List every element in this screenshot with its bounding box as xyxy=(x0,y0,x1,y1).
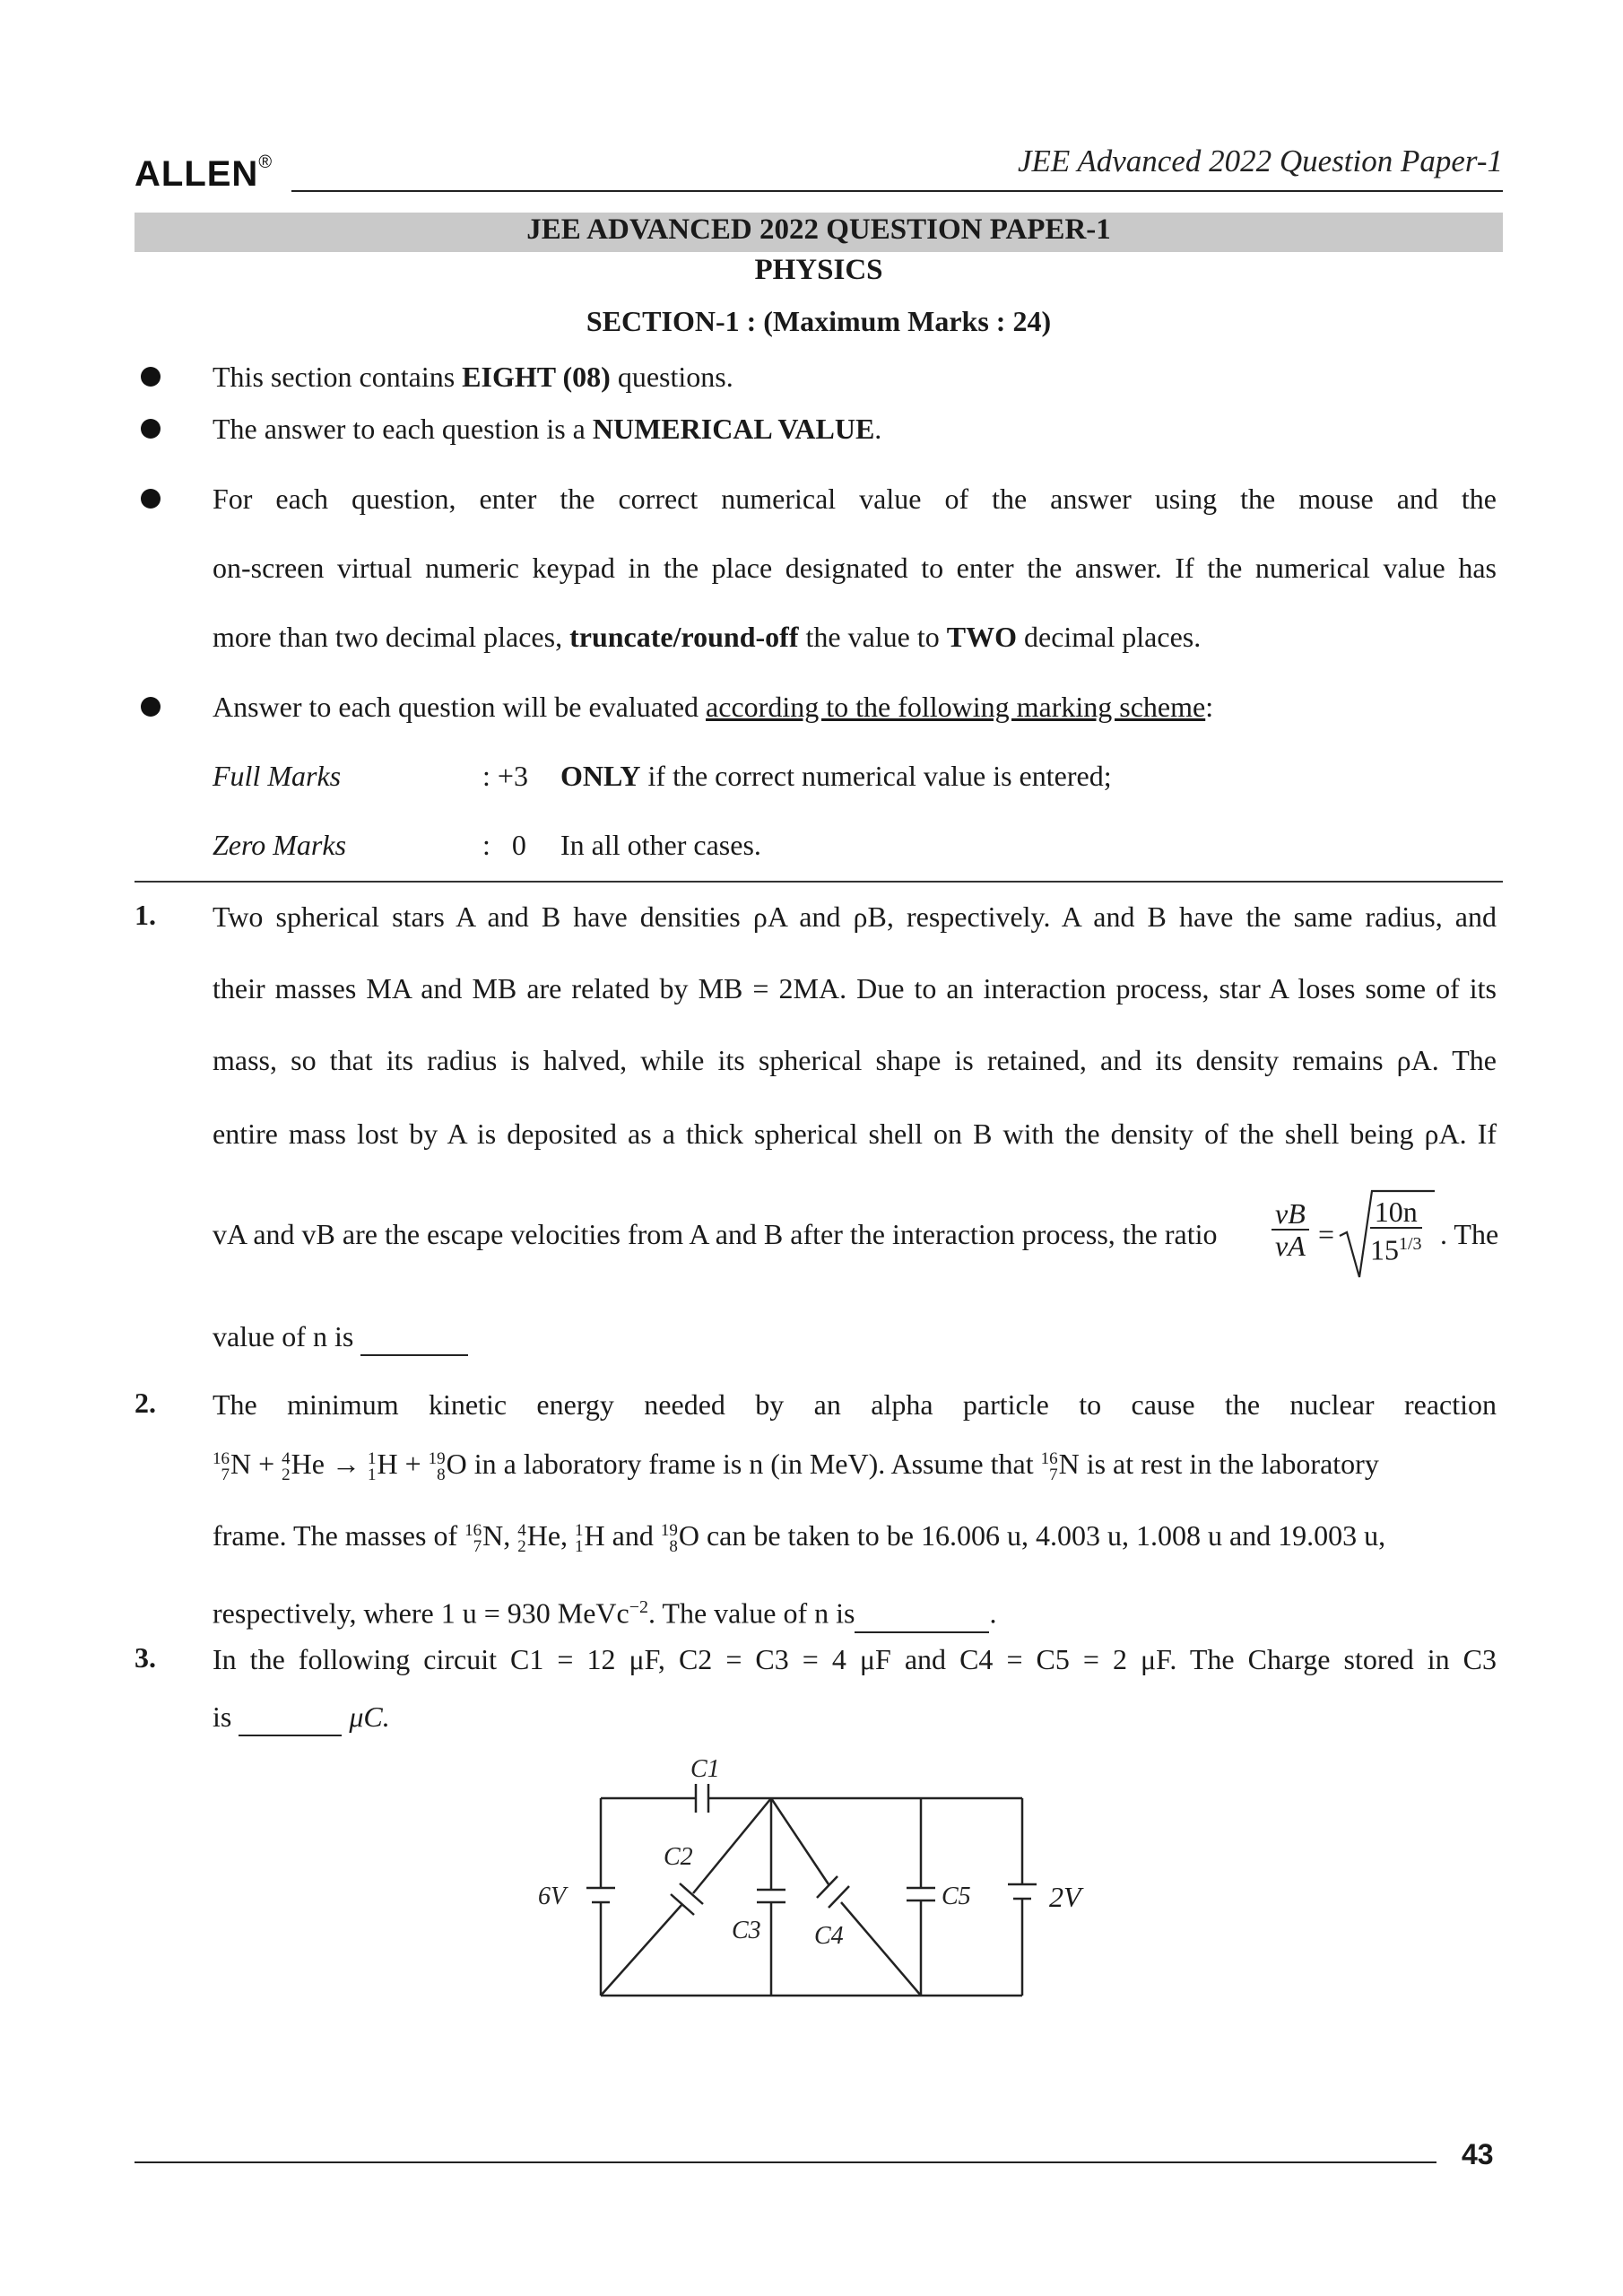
nuclide-O19: 19 8 O xyxy=(428,1448,467,1484)
allen-logo: ALLEN® xyxy=(135,152,273,194)
q1-line-6: value of n is xyxy=(213,1318,468,1356)
section-title: SECTION-1 : (Maximum Marks : 24) xyxy=(586,305,1052,337)
instruction-4: Answer to each question will be evaluated according to the following marking scheme: xyxy=(213,691,1214,723)
q2-line-1: The minimum kinetic energy needed by an alpha particle to cause the nuclear reaction xyxy=(213,1388,1497,1421)
question-number-1: 1. xyxy=(135,899,156,931)
bullet-dot xyxy=(141,419,161,439)
bullet-dot xyxy=(141,489,161,509)
zero-marks-label: Zero Marks xyxy=(213,829,347,861)
bullet-dot xyxy=(141,697,161,717)
label-c3: C3 xyxy=(732,1917,761,1944)
header-title: JEE Advanced 2022 Question Paper-1 xyxy=(1017,144,1503,178)
label-c5: C5 xyxy=(942,1883,971,1910)
full-marks-label: Full Marks xyxy=(213,760,342,792)
equals-sign: = xyxy=(1318,1218,1335,1250)
q1-line-5: vA and vB are the escape velocities from A and B after the interaction process, the ratio xyxy=(213,1218,1218,1250)
instruction-1: This section contains EIGHT (08) questions. xyxy=(213,361,733,393)
label-c4: C4 xyxy=(814,1922,844,1950)
q1-line-5-end: . The xyxy=(1440,1218,1499,1250)
header-rule xyxy=(291,190,1503,192)
q2-line-4: respectively, where 1 u = 930 MeVc$^{-2}$. The value of n is . xyxy=(213,1589,996,1633)
paper-title: JEE ADVANCED 2022 QUESTION PAPER-1 xyxy=(526,213,1111,246)
q2-line-2: 16 7 N + 4 2 He → 1 1 H + 19 8 O in a laboratory frame is n (in MeV). Assume that 16 7 N is at rest in the laboratory xyxy=(213,1448,1379,1484)
nuclide-He4: 4 2 He xyxy=(282,1448,325,1484)
label-c2: C2 xyxy=(664,1843,693,1871)
nuclide-O19: 19 8 O xyxy=(660,1519,699,1556)
question-number-2: 2. xyxy=(135,1387,156,1419)
label-2v-text: 2V xyxy=(1049,1881,1081,1913)
q1-line-1: Two spherical stars A and B have densities ρA and ρB, respectively. A and B have the same radius, and xyxy=(213,900,1497,933)
nuclide-N16: 16 7 N xyxy=(213,1448,252,1484)
full-marks-value: : +3 xyxy=(482,760,528,792)
nuclide-H1: 1 1 H xyxy=(575,1519,605,1556)
q1-line-2: their masses MA and MB are related by MB = 2MA. Due to an interaction process, star A loses some of its xyxy=(213,972,1497,1004)
answer-blank xyxy=(855,1596,989,1633)
section-divider xyxy=(135,881,1503,883)
footer-rule xyxy=(135,2161,1436,2163)
circuit-diagram xyxy=(529,1753,1040,2018)
nuclide-H1: 1 1 H xyxy=(367,1448,398,1484)
nuclide-N16: 16 7 N xyxy=(1040,1448,1080,1484)
answer-blank xyxy=(239,1699,342,1736)
nuclide-He4: 4 2 He xyxy=(517,1519,561,1556)
root-fraction: $\frac{10n}{15^{1/3}}$ xyxy=(1370,1196,1422,1266)
label-c1: C1 xyxy=(690,1755,720,1783)
bullet-dot xyxy=(141,367,161,387)
q2-line-3: frame. The masses of 16 7 N, 4 2 He, 1 1 H and 19 8 O can be taken to be 16.006 u, 4.003 u, 1.008 u and 19.003 u, xyxy=(213,1519,1386,1556)
velocity-ratio: $\frac{vB}{vA}$ xyxy=(1271,1198,1309,1261)
instruction-2: The answer to each question is a NUMERICAL VALUE. xyxy=(213,413,882,445)
page-number: 43 xyxy=(1462,2138,1494,2170)
q3-line-1: In the following circuit C1 = 12 μF, C2 = C3 = 4 μF and C4 = C5 = 2 μF. The Charge stored in C3 xyxy=(213,1643,1497,1675)
instruction-3-line-3: more than two decimal places, truncate/round-off the value to TWO decimal places. xyxy=(213,621,1202,653)
q1-line-3: mass, so that its radius is halved, while its spherical shape is retained, and its density remains ρA. The xyxy=(213,1044,1497,1076)
subject-title: PHYSICS xyxy=(754,254,883,286)
zero-marks-value: : 0 xyxy=(482,829,526,861)
label-6v: 6V xyxy=(538,1883,567,1910)
nuclide-N16: 16 7 N xyxy=(464,1519,504,1556)
q1-line-4: entire mass lost by A is deposited as a thick spherical shell on B with the density of the shell being ρA. If xyxy=(213,1118,1497,1150)
question-number-3: 3. xyxy=(135,1641,156,1674)
instruction-3-line-1: For each question, enter the correct numerical value of the answer using the mouse and the xyxy=(213,483,1497,515)
full-marks-text: ONLY if the correct numerical value is entered; xyxy=(560,760,1112,792)
answer-blank xyxy=(360,1318,468,1356)
q3-line-2: is μC. xyxy=(213,1699,390,1736)
zero-marks-text: In all other cases. xyxy=(560,829,761,861)
instruction-3-line-2: on-screen virtual numeric keypad in the place designated to enter the answer. If the numerical value has xyxy=(213,552,1497,584)
